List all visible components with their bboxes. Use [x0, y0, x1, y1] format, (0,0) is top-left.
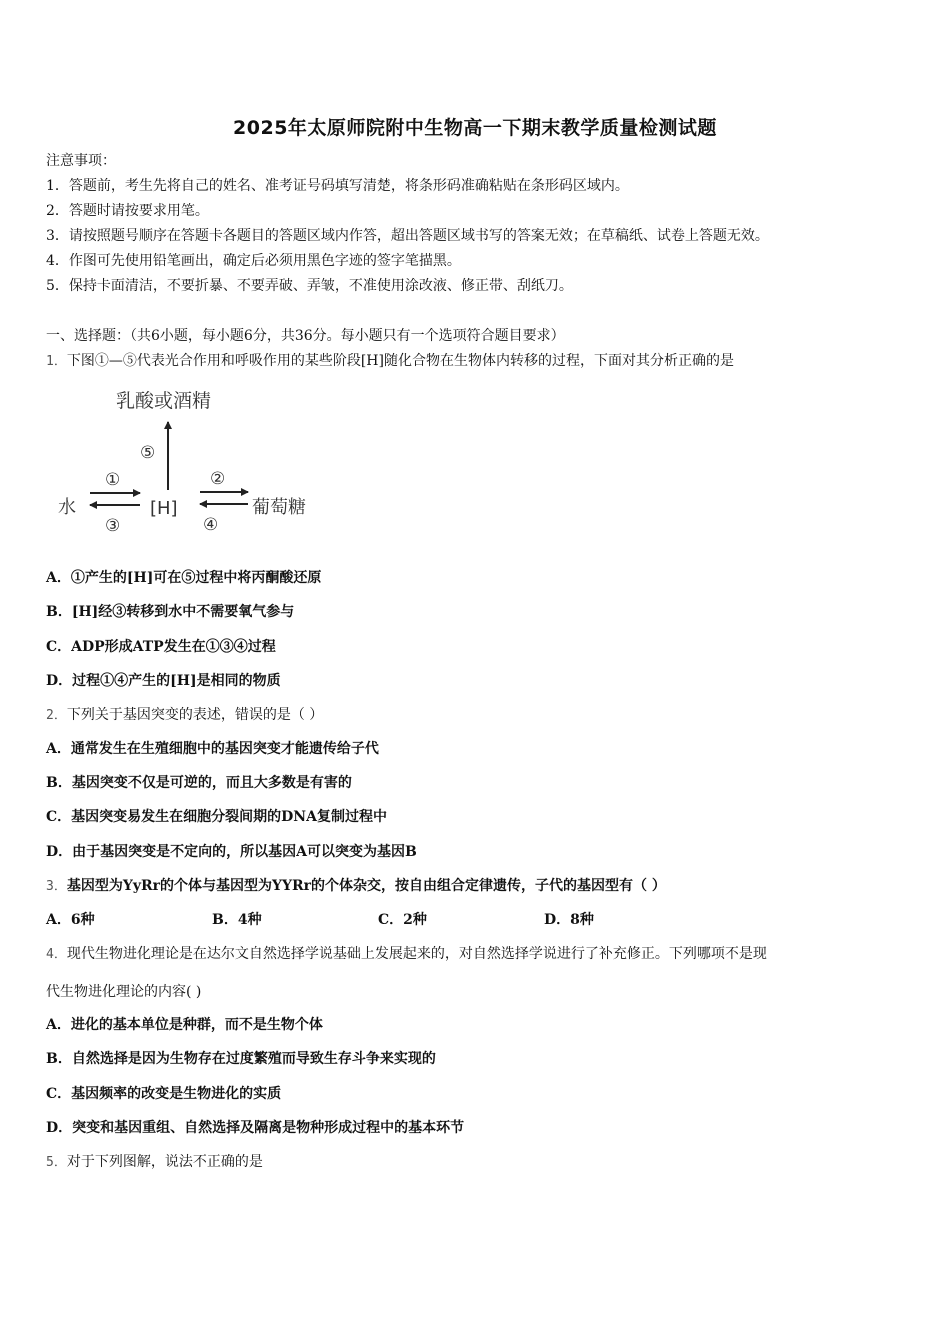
- notice-item-1: 1．答题前，考生先将自己的姓名、准考证号码填写清楚，将条形码准确粘贴在条形码区域内。: [46, 178, 629, 194]
- q4-option-d: D．突变和基因重组、自然选择及隔离是物种形成过程中的基本环节: [46, 1120, 465, 1136]
- label-glucose: 葡萄糖: [252, 497, 306, 518]
- question-text: 对于下列图解，说法不正确的是: [66, 1154, 263, 1170]
- section-heading: 一、选择题：（共6小题，每小题6分，共36分。每小题只有一个选项符合题目要求）: [46, 328, 565, 344]
- question-text: 现代生物进化理论是在达尔文自然选择学说基础上发展起来的，对自然选择学说进行了补充修正。下列哪项不是现: [66, 946, 767, 962]
- question-number: 3．: [46, 879, 67, 894]
- q1-option-a: A．①产生的[H]可在⑤过程中将丙酮酸还原: [46, 570, 322, 586]
- q4-option-c: C．基因频率的改变是生物进化的实质: [46, 1086, 282, 1102]
- question-number: 2．: [46, 708, 67, 723]
- hydrogen-transfer-diagram: [50, 382, 340, 542]
- question-1: [46, 351, 734, 372]
- q4-option-a: A．进化的基本单位是种群，而不是生物个体: [46, 1017, 323, 1033]
- question-4: [46, 944, 767, 965]
- label-lactic-or-alcohol: 乳酸或酒精: [116, 390, 212, 412]
- mark-5: ⑤: [140, 443, 156, 463]
- q4-option-b: B．自然选择是因为生物存在过度繁殖而导致生存斗争来实现的: [46, 1051, 436, 1067]
- q1-option-b: B．[H]经③转移到水中不需要氧气参与: [46, 604, 295, 620]
- question-text: 基因型为YyRr的个体与基因型为YYRr的个体杂交，按自由组合定律遗传，子代的基因型有（ ）: [66, 878, 666, 894]
- question-text: 下列关于基因突变的表述，错误的是（ ）: [66, 707, 324, 723]
- page-title: 2025年太原师院附中生物高一下期末教学质量检测试题: [233, 117, 717, 139]
- q1-option-d: D．过程①④产生的[H]是相同的物质: [46, 673, 281, 689]
- question-number: 1．: [46, 354, 67, 369]
- label-water: 水: [58, 497, 76, 518]
- question-5: [46, 1152, 263, 1173]
- question-3: [46, 876, 666, 897]
- label-hydrogen: [H]: [150, 498, 178, 519]
- notice-item-5: 5．保持卡面清洁，不要折暴、不要弄破、弄皱，不准使用涂改液、修正带、刮纸刀。: [46, 278, 573, 294]
- mark-1: ①: [105, 470, 121, 490]
- notice-item-2: 2．答题时请按要求用笔。: [46, 203, 209, 219]
- notice-item-3: 3．请按照题号顺序在答题卡各题目的答题区域内作答，超出答题区域书写的答案无效；在草稿纸、试卷上答题无效。: [46, 228, 769, 244]
- q1-option-c: C．ADP形成ATP发生在①③④过程: [46, 639, 276, 655]
- question-number: 4．: [46, 947, 67, 962]
- q2-option-d: D．由于基因突变是不定向的，所以基因A可以突变为基因B: [46, 844, 417, 860]
- q3-options-row: [46, 910, 710, 930]
- notice-item-4: 4．作图可先使用铅笔画出，确定后必须用黑色字迹的签字笔描黑。: [46, 253, 461, 269]
- q2-option-c: C．基因突变易发生在细胞分裂间期的DNA复制过程中: [46, 809, 387, 825]
- q2-option-a: A．通常发生在生殖细胞中的基因突变才能遗传给子代: [46, 741, 379, 757]
- q3-option-c: C．2种: [378, 912, 427, 928]
- q2-option-b: B．基因突变不仅是可逆的，而且大多数是有害的: [46, 775, 352, 791]
- question-4-continued: 代生物进化理论的内容( ): [46, 984, 202, 1000]
- question-text: 下图①—⑤代表光合作用和呼吸作用的某些阶段[H]随化合物在生物体内转移的过程，下面对其分析正确的是: [66, 353, 734, 369]
- mark-4: ④: [203, 515, 219, 535]
- question-2: [46, 705, 323, 726]
- q3-option-b: B．4种: [212, 912, 262, 928]
- notice-heading: 注意事项：: [46, 153, 116, 169]
- question-number: 5．: [46, 1155, 67, 1170]
- mark-2: ②: [210, 469, 226, 489]
- q3-option-d: D．8种: [544, 912, 594, 928]
- mark-3: ③: [105, 516, 121, 536]
- q3-option-a: A．6种: [46, 912, 95, 928]
